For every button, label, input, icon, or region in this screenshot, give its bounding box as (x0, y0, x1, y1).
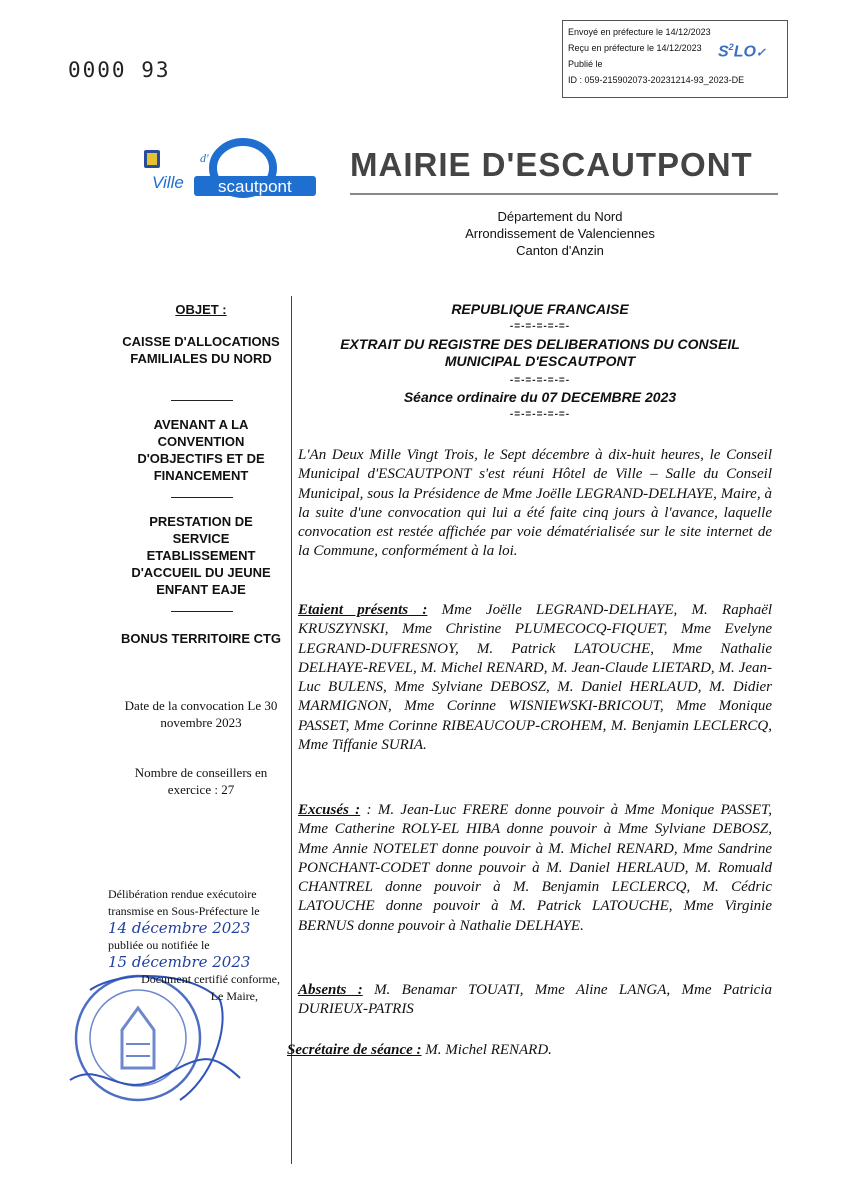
department-block (400, 208, 720, 259)
presents-paragraph (298, 601, 772, 755)
deco-line: -=-=-=-=-=- (509, 409, 571, 420)
objet-separator (171, 400, 233, 401)
svg-text:Ville: Ville (152, 173, 184, 192)
objet-item: AVENANT A LA CONVENTION D'OBJECTIFS ET DE FINANCEMENT (137, 417, 265, 483)
deliberation-line: transmise en Sous-Préfecture le (108, 904, 260, 918)
deco-line: -=-=-=-=-=- (509, 375, 571, 386)
objet-item: PRESTATION DE SERVICE ETABLISSEMENT D'ACCUEIL DU JEUNE ENFANT EAJE (131, 514, 271, 597)
deliberation-note (108, 886, 288, 1005)
s2low-logo: $S^2LO✓$ (718, 42, 766, 61)
conseillers-count: Nombre de conseillers en exercice : 27 (134, 765, 268, 797)
absents-list: M. Benamar TOUATI, Mme Aline LANGA, Mme Patricia DURIEUX-PATRIS (298, 982, 773, 1018)
deliberation-line: Le Maire, (210, 989, 258, 1003)
objet-item: BONUS TERRITOIRE CTG (120, 631, 282, 646)
republique-francaise: REPUBLIQUE FRANCAISE (451, 301, 629, 317)
deliberation-line: Délibération rendue exécutoire (108, 887, 257, 901)
secretaire-label: Secrétaire de séance : (287, 1042, 422, 1058)
document-number: 0000 93 (68, 58, 171, 82)
published-date: Publié le (568, 59, 603, 69)
absents-label: Absents : (298, 982, 363, 998)
svg-text:scautpont: scautpont (218, 177, 292, 196)
objet-separator (171, 611, 233, 612)
objet-label: OBJET : (175, 302, 227, 317)
header-rule (350, 193, 778, 195)
extrait-title: EXTRAIT DU REGISTRE DES DELIBERATIONS DU CONSEIL MUNICIPAL D'ESCAUTPONT (340, 336, 740, 369)
intro-paragraph: L'An Deux Mille Vingt Trois, le Sept décembre à dix-huit heures, le Conseil Municipal d'ESCAUTPONT s'est réuni Hôtel de Ville – Salle du Conseil Municipal, sous la Présidence de Mme Joëlle LEGRAND-DELHAYE, Maire, à la suite d'une convocation qui lui a été faite cinq jours à l'avance, laquelle convocation est restée affichée par voie dématérialisée sur le site internet de la Commune, conformément à la loi. (298, 447, 772, 560)
presents-label: Etaient présents : (298, 602, 428, 618)
absents-paragraph (298, 981, 772, 1020)
arrondissement: Arrondissement de Valenciennes (465, 226, 655, 241)
deliberation-line: publiée ou notifiée le (108, 938, 210, 952)
presents-list: Mme Joëlle LEGRAND-DELHAYE, M. Raphaël KRUSZYNSKI, Mme Christine PLUMECOCQ-FIQUET, Mme Evelyne LEGRAND-DUFRESNOY, M. Patrick LATOUCHE, Mme Nathalie DELHAYE-REVEL, M. Michel RENARD, M. Jean-Claude LIETARD, M. Jean-Luc BULENS, Mme Sylviane DEBOSZ, M. Daniel HERLAUD, M. Didier MARMIGNON, Mme Corinne WISNIEWSKI-BRICOUT, Mme Monique PASSET, Mme Corinne RIBEAUCOUP-CROHEM, M. Benjamin LECLERCQ, Mme Tiffanie SURIA. (298, 602, 773, 754)
sent-date: Envoyé en préfecture le 14/12/2023 (568, 27, 711, 37)
objet-separator (171, 497, 233, 498)
excuses-paragraph (298, 801, 772, 936)
deco-line: -=-=-=-=-=- (509, 321, 571, 332)
excuses-list: : M. Jean-Luc FRERE donne pouvoir à Mme Monique PASSET, Mme Catherine ROLY-EL HIBA donne pouvoir à Mme Sylviane DEBOSZ, Mme Annie NOTELET donne pouvoir à M. Michel RENARD, Mme Sandrine PONCHANT-CODET donne pouvoir à M. Daniel HERLAUD, M. Romuald CHANTREL donne pouvoir à M. Benjamin LECLERCQ, M. Cédric LATOUCHE donne pouvoir à M. Patrick LATOUCHE, Mme Virginie BERNUS donne pouvoir à Nathalie DELHAYE. (298, 802, 773, 934)
excuses-label: Excusés : (298, 802, 361, 818)
departement: Département du Nord (497, 209, 623, 224)
svg-text:d': d' (200, 151, 209, 165)
secretaire-paragraph (287, 1041, 761, 1060)
deliberation-line: Document certifié conforme, (141, 972, 280, 986)
ville-escautpont-logo (138, 136, 323, 208)
canton: Canton d'Anzin (516, 243, 604, 258)
handwritten-date: 15 décembre 2023 (108, 953, 251, 971)
seance-date: Séance ordinaire du 07 DECEMBRE 2023 (403, 389, 677, 405)
handwritten-date: 14 décembre 2023 (108, 919, 251, 937)
convocation-date: Date de la convocation Le 30 novembre 2023 (124, 698, 278, 730)
objet-item: CAISSE D'ALLOCATIONS FAMILIALES DU NORD (122, 334, 280, 366)
act-id: ID : 059-215902073-20231214-93_2023-DE (568, 75, 745, 85)
column-divider (291, 296, 292, 1164)
secretaire-name: M. Michel RENARD. (425, 1042, 552, 1058)
received-date: Reçu en préfecture le 14/12/2023 (568, 43, 702, 53)
mairie-title: MAIRIE D'ESCAUTPONT (350, 146, 753, 183)
